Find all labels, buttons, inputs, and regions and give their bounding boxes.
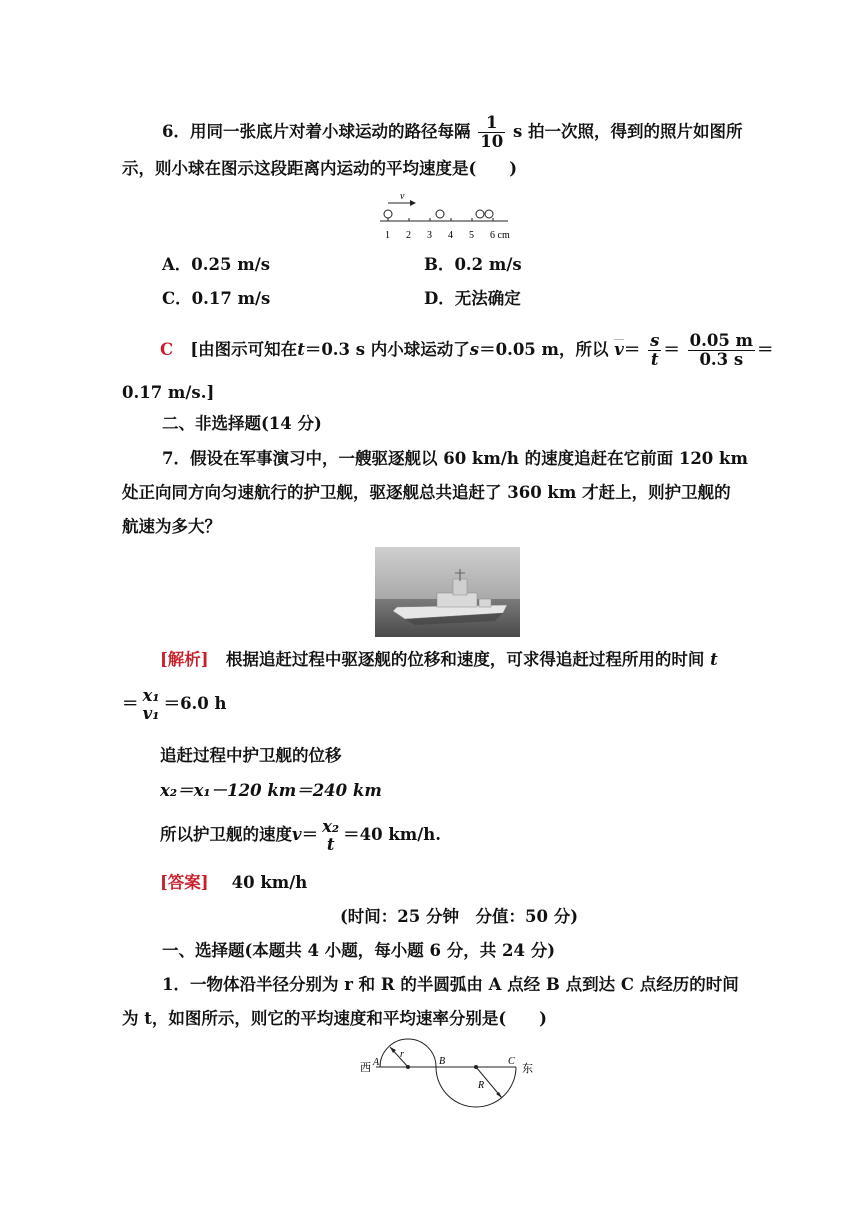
warship-photo (375, 547, 520, 637)
velocity-text: 所以护卫舰的速度 (160, 825, 292, 844)
equals: ＝ (663, 340, 680, 359)
fraction-x2-over-t (320, 818, 341, 854)
analysis-tag: [解析] (160, 650, 209, 669)
time-score-line: (时间：25 分钟 分值：50 分) (340, 907, 579, 926)
explanation-text: [由图示可知在 (190, 340, 298, 359)
tick-label: 3 (427, 230, 432, 241)
var-t: t (297, 340, 305, 359)
fraction-denominator: v₁ (142, 703, 160, 723)
equals: ＝ (623, 340, 641, 359)
fraction-denominator: t (326, 834, 335, 854)
q7-line2: 处正向同方向匀速航行的护卫舰，驱逐舰总共追赶了 360 km 才赶上，则护卫舰的 (122, 483, 731, 502)
equals: ＝ (301, 825, 319, 844)
fraction-denominator: 0.3 s (699, 350, 744, 369)
fraction-denominator: t (650, 350, 659, 369)
q6-option-d: D．无法确定 (424, 289, 521, 308)
equals: ＝ (757, 340, 774, 359)
var-v: v (292, 825, 302, 844)
label-east: 东 (522, 1063, 533, 1075)
ball (485, 210, 493, 218)
q7-analysis (160, 649, 718, 671)
tick-label: 5 (469, 230, 474, 241)
q7-velocity-equation (160, 816, 441, 854)
fraction-numerator: x₁ (142, 685, 160, 705)
q1-semicircle-figure (356, 1036, 540, 1110)
fraction-numerator: 0.05 m (689, 331, 754, 350)
q1-line1: 1．一物体沿半径分别为 r 和 R 的半圆弧由 A 点经 B 点到达 C 点经历的时间 (162, 975, 739, 994)
q1-line2: 为 t，如图所示，则它的平均速度和平均速率分别是( ) (122, 1009, 547, 1028)
q7-displacement-label: 追赶过程中护卫舰的位移 (160, 746, 342, 765)
point-a-label: A (373, 1057, 380, 1068)
q6-line1 (162, 114, 743, 151)
fraction-numerator: 1 (478, 114, 505, 133)
tick-label: 4 (448, 230, 453, 241)
q6-option-c: C．0.17 m/s (162, 289, 271, 308)
q7-x2-equation: x₂＝x₁－120 km＝240 km (160, 781, 382, 800)
fraction-numerator: s (650, 331, 660, 350)
tick-label: 6 cm (490, 230, 510, 241)
q7-answer (160, 872, 307, 894)
point-b-label: B (439, 1056, 446, 1067)
q6-explanation-end: 0.17 m/s.] (122, 383, 215, 402)
explanation-text: ＝0.05 m，所以 (479, 340, 609, 359)
answer-tag: [答案] (160, 873, 209, 892)
q6-line2: 示，则小球在图示这段距离内运动的平均速度是( ) (122, 159, 518, 178)
section-heading-choice: 一、选择题(本题共 4 小题，每小题 6 分，共 24 分) (162, 941, 556, 960)
q7-time-equation (122, 683, 227, 725)
q6-line1-text-b: s 拍一次照，得到的照片如图所 (512, 122, 743, 141)
ball (384, 210, 392, 218)
fraction-values (688, 332, 755, 369)
ball (436, 210, 444, 218)
q7-line3: 航速为多大？ (122, 517, 221, 536)
q6-line1-text-a: 6．用同一张底片对着小球运动的路径每隔 (162, 122, 471, 141)
point-c-label: C (508, 1056, 515, 1067)
fraction-x1-over-v1 (141, 687, 162, 723)
ball (476, 210, 484, 218)
radius-R-label: R (478, 1080, 485, 1091)
explanation-text: ＝0.3 s 内小球运动了 (304, 340, 470, 359)
q6-option-a: A．0.25 m/s (162, 255, 271, 274)
fraction-s-over-t (648, 332, 661, 369)
var-s: s (469, 340, 480, 359)
q6-interval-fraction (478, 114, 505, 151)
velocity-label: v (400, 191, 405, 202)
q6-option-b: B．0.2 m/s (424, 255, 522, 274)
tick-label: 1 (385, 230, 390, 241)
answer-letter: C (160, 340, 174, 359)
fraction-denominator: 10 (480, 132, 504, 151)
equals: ＝ (122, 694, 139, 713)
section-heading-nonchoice: 二、非选择题(14 分) (162, 414, 322, 433)
q7-line1: 7．假设在军事演习中，一艘驱逐舰以 60 km/h 的速度追赶在它前面 120 km (162, 449, 748, 468)
equation-result: ＝6.0 h (163, 694, 227, 713)
q6-explanation (160, 330, 774, 370)
radius-r-label: r (400, 1049, 404, 1060)
tick-label: 2 (406, 230, 411, 241)
q6-ball-figure (376, 190, 516, 242)
label-west: 西 (360, 1062, 371, 1074)
equation-result: ＝40 km/h. (343, 825, 442, 844)
analysis-text: 根据追赶过程中驱逐舰的位移和速度，可求得追赶过程所用的时间 (225, 650, 705, 669)
answer-text: 40 km/h (231, 873, 308, 892)
var-v-bar: v (614, 340, 624, 359)
var-t: t (710, 650, 718, 669)
fraction-numerator: x₂ (322, 816, 340, 836)
